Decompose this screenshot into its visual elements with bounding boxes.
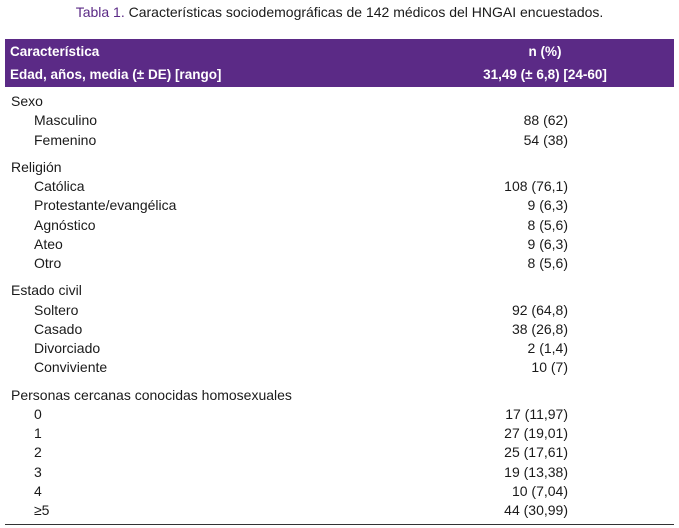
row-value: 8 (5,6) [527, 216, 568, 233]
row-value: 38 (26,8) [511, 320, 568, 337]
row-label: Ateo [34, 235, 63, 252]
row-value: 92 (64,8) [511, 301, 568, 318]
table-bottom-rule [5, 524, 674, 525]
table-row [5, 339, 674, 358]
row-value: 10 (7) [531, 359, 568, 376]
table-row [5, 501, 674, 520]
section-title-row [5, 158, 674, 177]
row-value: 25 (17,61) [504, 444, 568, 461]
row-value: 88 (62) [523, 112, 568, 129]
table-row [5, 358, 674, 377]
row-label: 2 [34, 444, 42, 461]
section-title-row [5, 281, 674, 300]
table-row [5, 443, 674, 462]
row-label: Agnóstico [34, 216, 96, 233]
row-value: 9 (6,3) [527, 197, 568, 214]
section-title-row [5, 386, 674, 405]
header-characteristic: Característica [10, 44, 100, 59]
section-title: Personas cercanas conocidas homosexuales [11, 386, 292, 403]
row-label: Femenino [34, 131, 97, 148]
section-title: Estado civil [11, 282, 82, 299]
header-age-value: 31,49 (± 6,8) [24-60] [483, 67, 607, 82]
table-row [5, 177, 674, 196]
section-title: Sexo [11, 93, 43, 109]
row-value: 44 (30,99) [504, 502, 568, 518]
table-row [5, 424, 674, 443]
header-age-row [5, 64, 674, 86]
row-value: 108 (76,1) [504, 178, 568, 194]
row-label: 0 [34, 405, 42, 422]
header-age-label: Edad, años, media (± DE) [rango] [10, 67, 222, 82]
table-row [5, 301, 674, 320]
table-row [5, 320, 674, 339]
row-label: Católica [34, 178, 85, 194]
row-label: Protestante/evangélica [34, 197, 177, 214]
table-row [5, 482, 674, 501]
row-value: 8 (5,6) [527, 255, 568, 271]
table-row [5, 405, 674, 424]
row-label: Otro [34, 255, 62, 271]
row-value: 10 (7,04) [511, 482, 568, 499]
row-label: 3 [34, 463, 42, 480]
table-caption-text: Características sociodemográficas de 142 médicos del HNGAI encuestados. [124, 4, 604, 20]
table-header [5, 39, 674, 87]
row-label: Casado [34, 320, 83, 337]
table-row [5, 131, 674, 150]
table-row [5, 196, 674, 215]
row-value: 27 (19,01) [504, 425, 568, 441]
table-caption [0, 3, 679, 21]
row-label: 1 [34, 425, 42, 441]
row-label: Soltero [34, 301, 79, 318]
table-row [5, 463, 674, 482]
row-label: ≥5 [34, 502, 50, 518]
table-row [5, 235, 674, 254]
table-row [5, 254, 674, 273]
row-value: 2 (1,4) [527, 340, 568, 356]
row-value: 9 (6,3) [527, 235, 568, 252]
section-title: Religión [11, 158, 62, 175]
header-n-percent: n (%) [528, 44, 562, 59]
row-label: Conviviente [34, 359, 108, 376]
table-row [5, 216, 674, 235]
table-caption-label: Tabla 1. [75, 4, 125, 20]
table-row [5, 111, 674, 130]
header-row [5, 41, 674, 63]
row-value: 17 (11,97) [505, 405, 568, 422]
row-label: Divorciado [34, 340, 101, 356]
row-label: 4 [34, 482, 42, 499]
row-label: Masculino [34, 112, 98, 129]
section-title-row [5, 92, 674, 111]
row-value: 19 (13,38) [504, 463, 568, 480]
row-value: 54 (38) [523, 131, 568, 148]
